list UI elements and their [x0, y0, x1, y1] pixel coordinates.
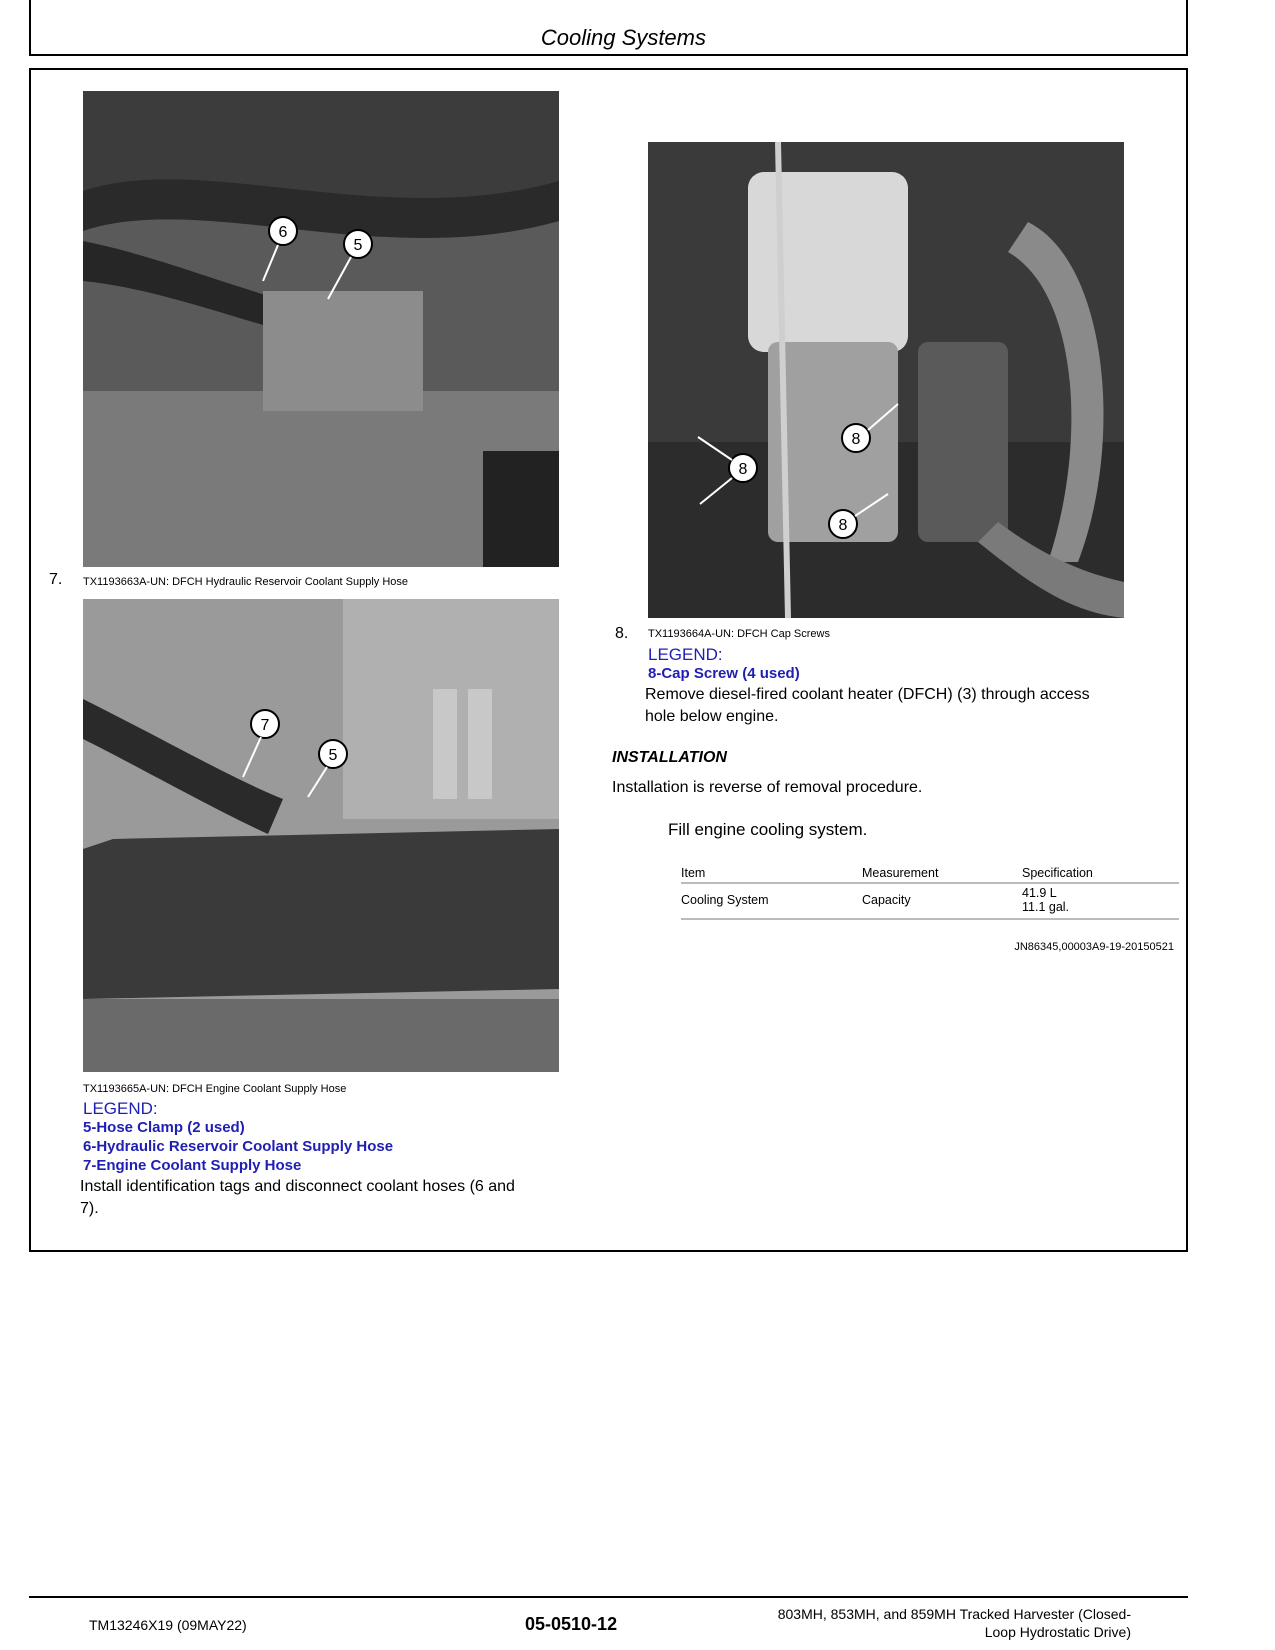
legend-item-6: 6-Hydraulic Reservoir Coolant Supply Hose: [83, 1138, 394, 1155]
photo-dfch-cap-screws: [648, 142, 1124, 618]
photo-hydraulic-reservoir-hose: [83, 91, 559, 567]
spec-header-measurement: Measurement: [862, 866, 1022, 883]
fill-cooling-instruction: Fill engine cooling system.: [668, 820, 868, 839]
footer-document-id: TM13246X19 (09MAY22): [89, 1617, 247, 1633]
footer-manual-title-line-1: 803MH, 853MH, and 859MH Tracked Harvester (Closed-: [777, 1606, 1131, 1622]
photo-1-illustration: [83, 91, 559, 567]
callout-8b-label: 8: [738, 461, 748, 478]
step-7-number: 7.: [49, 571, 63, 588]
spec-table-header-row: [681, 866, 1179, 883]
spec-header-item: Item: [681, 866, 862, 883]
callout-7-label: 7: [260, 717, 270, 734]
photo-3-illustration: [648, 142, 1124, 618]
callout-8c-label: 8: [838, 517, 848, 534]
step-7-instruction-line-1: Install identification tags and disconnect coolant hoses (6 and: [80, 1178, 515, 1195]
photo-2-caption: TX1193665A-UN: DFCH Engine Coolant Supply Hose: [83, 1083, 347, 1095]
spec-cell-item: Cooling System: [681, 883, 862, 919]
step-8-instruction-line-1: Remove diesel-fired coolant heater (DFCH) (3) through access: [645, 686, 1090, 703]
callout-8a-label: 8: [851, 431, 861, 448]
installation-heading: INSTALLATION: [612, 749, 727, 766]
page-title: Cooling Systems: [540, 25, 706, 50]
header-box: [29, 0, 1188, 56]
footer-page-number: 05-0510-12: [525, 1614, 618, 1634]
photo-2-illustration: [83, 599, 559, 1072]
callout-5b-label: 5: [328, 747, 338, 764]
photo-1-caption: TX1193663A-UN: DFCH Hydraulic Reservoir Coolant Supply Hose: [83, 576, 409, 588]
step-7-instruction-line-2: 7).: [80, 1200, 99, 1217]
table-row: [681, 883, 1179, 919]
photo-3-caption: TX1193664A-UN: DFCH Cap Screws: [648, 628, 830, 640]
footer-rule: [29, 1596, 1188, 1598]
legend-item-8: 8-Cap Screw (4 used): [648, 665, 800, 682]
photo-engine-coolant-hose: [83, 599, 559, 1072]
step-8-legend-title: LEGEND:: [648, 645, 723, 664]
legend-item-5: 5-Hose Clamp (2 used): [83, 1119, 245, 1136]
spec-header-specification: Specification: [1022, 866, 1179, 883]
callout-5-label: 5: [353, 237, 363, 254]
step-8-instruction-line-2: hole below engine.: [645, 708, 779, 725]
callout-6-label: 6: [278, 224, 288, 241]
spec-cell-specification: [1022, 883, 1179, 919]
reference-code: JN86345,00003A9-19-20150521: [1014, 941, 1174, 953]
footer-manual-title-line-2: Loop Hydrostatic Drive): [984, 1624, 1131, 1640]
step-7-legend-title: LEGEND:: [83, 1099, 158, 1118]
spec-table: [681, 866, 1179, 920]
step-8-number: 8.: [615, 625, 629, 642]
legend-item-7: 7-Engine Coolant Supply Hose: [83, 1157, 302, 1174]
spec-value-liters: 41.9 L: [1022, 886, 1057, 900]
installation-text: Installation is reverse of removal procedure.: [612, 779, 923, 796]
spec-value-gallons: 11.1 gal.: [1022, 900, 1070, 914]
spec-cell-measurement: Capacity: [862, 883, 1022, 919]
footer-manual-title: [691, 1605, 1131, 1641]
